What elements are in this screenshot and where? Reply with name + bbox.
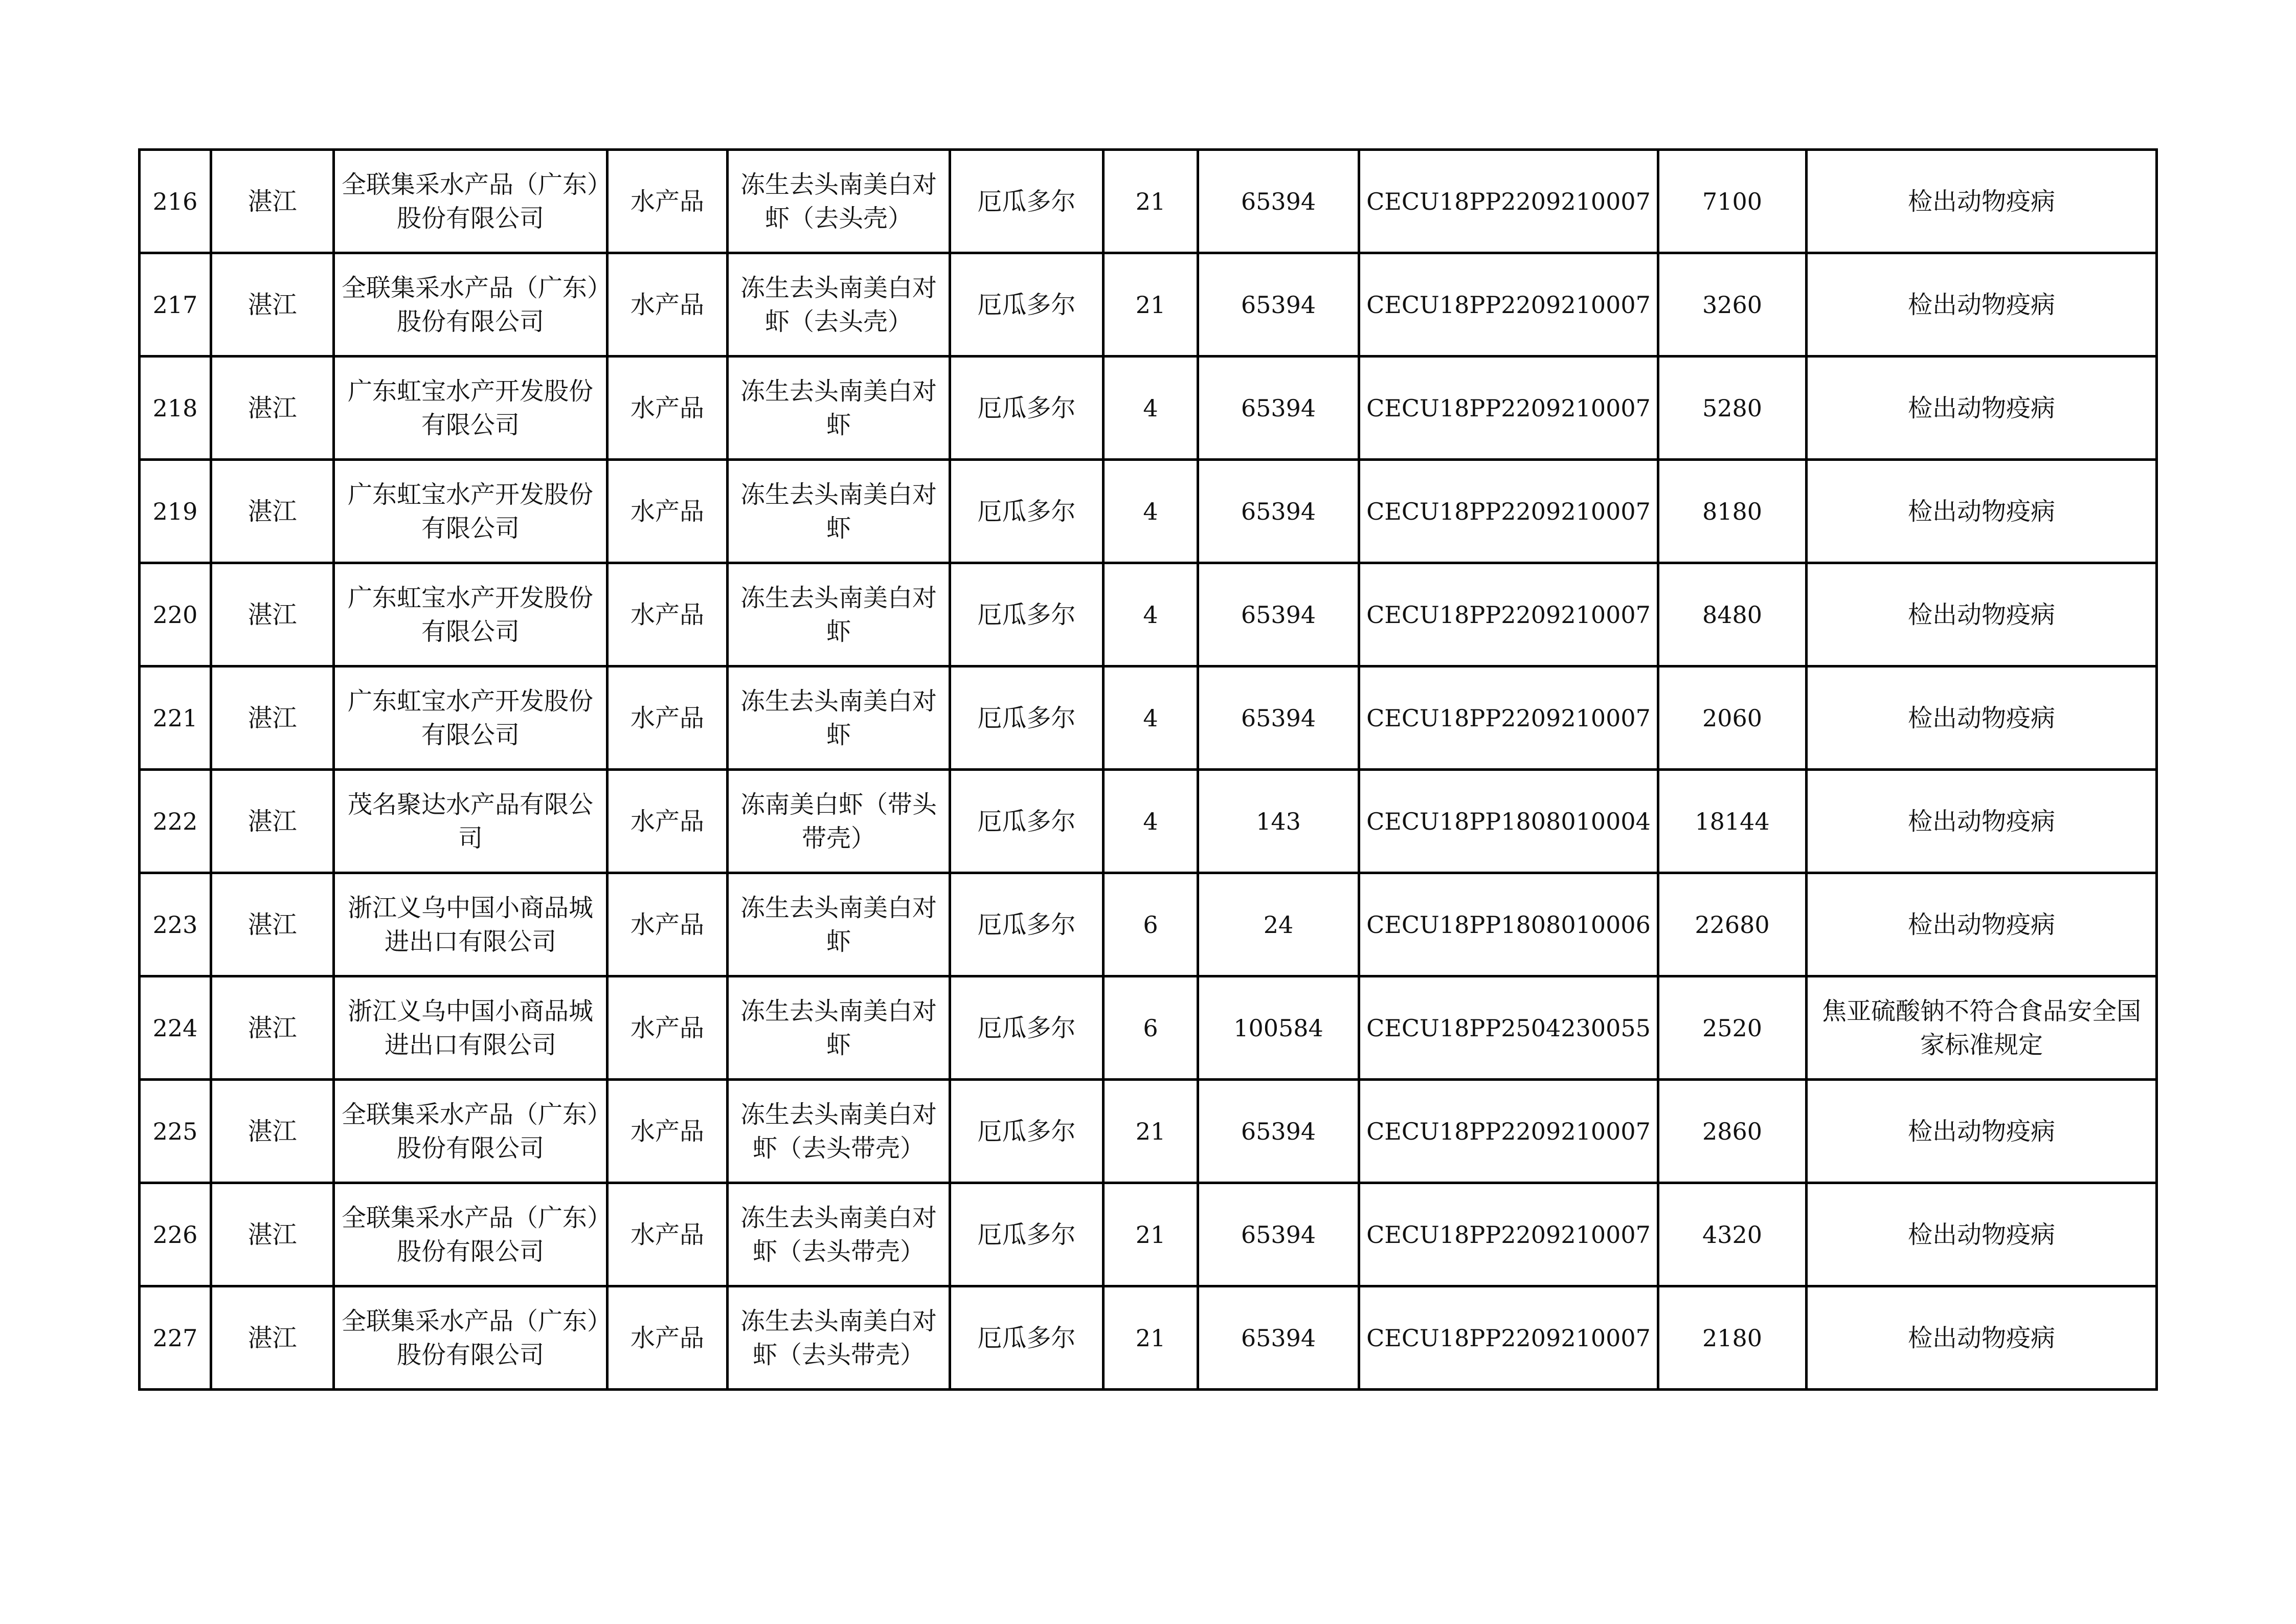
origin-country-cell: 厄瓜多尔 (950, 1286, 1104, 1390)
reason-cell: 焦亚硫酸钠不符合食品安全国家标准规定 (1807, 976, 2157, 1080)
serial-number-cell: 224 (140, 976, 211, 1080)
port-cell: 湛江 (211, 253, 334, 357)
container-number-cell: CECU18PP2209210007 (1359, 460, 1658, 563)
table-row (140, 976, 2157, 1080)
container-number-cell: CECU18PP2209210007 (1359, 253, 1658, 357)
port-cell: 湛江 (211, 357, 334, 460)
reason-cell: 检出动物疫病 (1807, 770, 2157, 873)
container-number-cell: CECU18PP1808010006 (1359, 873, 1658, 976)
registration-number-cell: 100584 (1198, 976, 1359, 1080)
quantity-cell: 2180 (1658, 1286, 1807, 1390)
quantity-cell: 8480 (1658, 563, 1807, 666)
company-name-cell: 广东虹宝水产开发股份有限公司 (334, 563, 607, 666)
serial-number-cell: 218 (140, 357, 211, 460)
serial-number-cell: 217 (140, 253, 211, 357)
serial-number-cell: 220 (140, 563, 211, 666)
container-number-cell: CECU18PP2209210007 (1359, 150, 1658, 253)
table-row (140, 666, 2157, 770)
origin-country-cell: 厄瓜多尔 (950, 357, 1104, 460)
plant-number-cell: 4 (1104, 563, 1198, 666)
registration-number-cell: 65394 (1198, 563, 1359, 666)
container-number-cell: CECU18PP2209210007 (1359, 1183, 1658, 1286)
container-number-cell: CECU18PP2209210007 (1359, 563, 1658, 666)
serial-number-cell: 225 (140, 1080, 211, 1183)
table-row (140, 873, 2157, 976)
product-name-cell: 冻生去头南美白对虾 (728, 563, 950, 666)
quantity-cell: 4320 (1658, 1183, 1807, 1286)
quantity-cell: 3260 (1658, 253, 1807, 357)
table-row (140, 460, 2157, 563)
inspection-table (138, 148, 2158, 1391)
reason-cell: 检出动物疫病 (1807, 1286, 2157, 1390)
reason-cell: 检出动物疫病 (1807, 253, 2157, 357)
company-name-cell: 全联集采水产品（广东）股份有限公司 (334, 253, 607, 357)
quantity-cell: 5280 (1658, 357, 1807, 460)
quantity-cell: 22680 (1658, 873, 1807, 976)
plant-number-cell: 21 (1104, 1183, 1198, 1286)
quantity-cell: 7100 (1658, 150, 1807, 253)
company-name-cell: 全联集采水产品（广东）股份有限公司 (334, 1286, 607, 1390)
registration-number-cell: 65394 (1198, 253, 1359, 357)
serial-number-cell: 216 (140, 150, 211, 253)
reason-cell: 检出动物疫病 (1807, 1183, 2157, 1286)
product-name-cell: 冻生去头南美白对虾 (728, 666, 950, 770)
container-number-cell: CECU18PP2209210007 (1359, 1286, 1658, 1390)
product-category-cell: 水产品 (607, 770, 728, 873)
company-name-cell: 全联集采水产品（广东）股份有限公司 (334, 1080, 607, 1183)
product-category-cell: 水产品 (607, 150, 728, 253)
origin-country-cell: 厄瓜多尔 (950, 563, 1104, 666)
registration-number-cell: 65394 (1198, 1080, 1359, 1183)
product-category-cell: 水产品 (607, 357, 728, 460)
plant-number-cell: 4 (1104, 666, 1198, 770)
port-cell: 湛江 (211, 1080, 334, 1183)
origin-country-cell: 厄瓜多尔 (950, 150, 1104, 253)
table-row (140, 1080, 2157, 1183)
product-name-cell: 冻生去头南美白对虾 (728, 873, 950, 976)
container-number-cell: CECU18PP2504230055 (1359, 976, 1658, 1080)
quantity-cell: 18144 (1658, 770, 1807, 873)
product-category-cell: 水产品 (607, 1183, 728, 1286)
product-name-cell: 冻生去头南美白对虾（去头壳） (728, 150, 950, 253)
serial-number-cell: 223 (140, 873, 211, 976)
table-row (140, 150, 2157, 253)
product-name-cell: 冻生去头南美白对虾（去头带壳） (728, 1183, 950, 1286)
reason-cell: 检出动物疫病 (1807, 563, 2157, 666)
product-name-cell: 冻生去头南美白对虾（去头壳） (728, 253, 950, 357)
product-category-cell: 水产品 (607, 666, 728, 770)
serial-number-cell: 226 (140, 1183, 211, 1286)
plant-number-cell: 4 (1104, 770, 1198, 873)
port-cell: 湛江 (211, 1286, 334, 1390)
product-category-cell: 水产品 (607, 1286, 728, 1390)
reason-cell: 检出动物疫病 (1807, 1080, 2157, 1183)
company-name-cell: 广东虹宝水产开发股份有限公司 (334, 460, 607, 563)
origin-country-cell: 厄瓜多尔 (950, 460, 1104, 563)
product-name-cell: 冻南美白虾（带头带壳） (728, 770, 950, 873)
reason-cell: 检出动物疫病 (1807, 150, 2157, 253)
port-cell: 湛江 (211, 666, 334, 770)
product-name-cell: 冻生去头南美白对虾 (728, 976, 950, 1080)
product-category-cell: 水产品 (607, 460, 728, 563)
registration-number-cell: 143 (1198, 770, 1359, 873)
registration-number-cell: 65394 (1198, 460, 1359, 563)
origin-country-cell: 厄瓜多尔 (950, 873, 1104, 976)
product-name-cell: 冻生去头南美白对虾（去头带壳） (728, 1080, 950, 1183)
origin-country-cell: 厄瓜多尔 (950, 1080, 1104, 1183)
company-name-cell: 茂名聚达水产品有限公司 (334, 770, 607, 873)
product-category-cell: 水产品 (607, 1080, 728, 1183)
registration-number-cell: 65394 (1198, 150, 1359, 253)
plant-number-cell: 21 (1104, 1286, 1198, 1390)
company-name-cell: 全联集采水产品（广东）股份有限公司 (334, 1183, 607, 1286)
plant-number-cell: 6 (1104, 873, 1198, 976)
company-name-cell: 全联集采水产品（广东）股份有限公司 (334, 150, 607, 253)
port-cell: 湛江 (211, 976, 334, 1080)
serial-number-cell: 227 (140, 1286, 211, 1390)
container-number-cell: CECU18PP2209210007 (1359, 357, 1658, 460)
origin-country-cell: 厄瓜多尔 (950, 1183, 1104, 1286)
port-cell: 湛江 (211, 460, 334, 563)
product-category-cell: 水产品 (607, 976, 728, 1080)
port-cell: 湛江 (211, 150, 334, 253)
port-cell: 湛江 (211, 770, 334, 873)
serial-number-cell: 219 (140, 460, 211, 563)
plant-number-cell: 4 (1104, 460, 1198, 563)
company-name-cell: 浙江义乌中国小商品城进出口有限公司 (334, 976, 607, 1080)
plant-number-cell: 21 (1104, 253, 1198, 357)
product-category-cell: 水产品 (607, 563, 728, 666)
reason-cell: 检出动物疫病 (1807, 460, 2157, 563)
origin-country-cell: 厄瓜多尔 (950, 253, 1104, 357)
container-number-cell: CECU18PP2209210007 (1359, 1080, 1658, 1183)
registration-number-cell: 65394 (1198, 1286, 1359, 1390)
table-row (140, 357, 2157, 460)
table-row (140, 253, 2157, 357)
reason-cell: 检出动物疫病 (1807, 873, 2157, 976)
product-name-cell: 冻生去头南美白对虾（去头带壳） (728, 1286, 950, 1390)
company-name-cell: 广东虹宝水产开发股份有限公司 (334, 357, 607, 460)
quantity-cell: 2060 (1658, 666, 1807, 770)
product-category-cell: 水产品 (607, 873, 728, 976)
container-number-cell: CECU18PP1808010004 (1359, 770, 1658, 873)
serial-number-cell: 222 (140, 770, 211, 873)
origin-country-cell: 厄瓜多尔 (950, 976, 1104, 1080)
table-row (140, 770, 2157, 873)
company-name-cell: 浙江义乌中国小商品城进出口有限公司 (334, 873, 607, 976)
company-name-cell: 广东虹宝水产开发股份有限公司 (334, 666, 607, 770)
table-row (140, 1286, 2157, 1390)
product-name-cell: 冻生去头南美白对虾 (728, 357, 950, 460)
container-number-cell: CECU18PP2209210007 (1359, 666, 1658, 770)
port-cell: 湛江 (211, 873, 334, 976)
registration-number-cell: 65394 (1198, 1183, 1359, 1286)
registration-number-cell: 65394 (1198, 357, 1359, 460)
plant-number-cell: 4 (1104, 357, 1198, 460)
plant-number-cell: 21 (1104, 1080, 1198, 1183)
plant-number-cell: 21 (1104, 150, 1198, 253)
reason-cell: 检出动物疫病 (1807, 357, 2157, 460)
serial-number-cell: 221 (140, 666, 211, 770)
registration-number-cell: 24 (1198, 873, 1359, 976)
quantity-cell: 2520 (1658, 976, 1807, 1080)
quantity-cell: 8180 (1658, 460, 1807, 563)
reason-cell: 检出动物疫病 (1807, 666, 2157, 770)
port-cell: 湛江 (211, 563, 334, 666)
table-row (140, 563, 2157, 666)
origin-country-cell: 厄瓜多尔 (950, 666, 1104, 770)
product-name-cell: 冻生去头南美白对虾 (728, 460, 950, 563)
registration-number-cell: 65394 (1198, 666, 1359, 770)
origin-country-cell: 厄瓜多尔 (950, 770, 1104, 873)
quantity-cell: 2860 (1658, 1080, 1807, 1183)
table-row (140, 1183, 2157, 1286)
port-cell: 湛江 (211, 1183, 334, 1286)
plant-number-cell: 6 (1104, 976, 1198, 1080)
table-body (140, 150, 2157, 1390)
product-category-cell: 水产品 (607, 253, 728, 357)
